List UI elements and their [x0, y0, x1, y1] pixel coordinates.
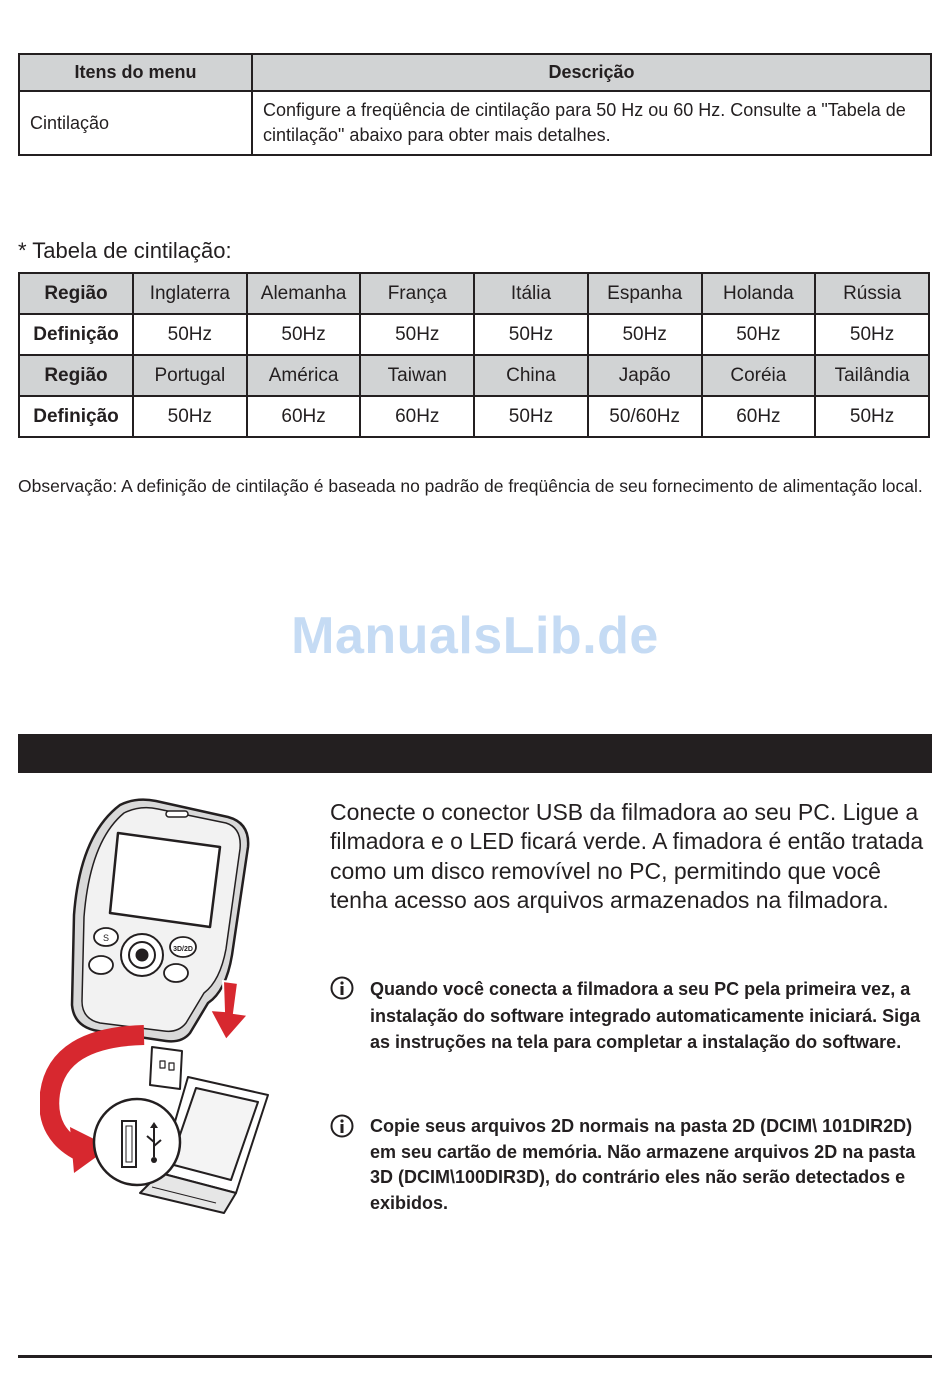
region-cell: Portugal: [133, 355, 247, 396]
setting-label: Definição: [19, 314, 133, 355]
region-cell: Alemanha: [247, 273, 361, 314]
region-cell: Tailândia: [815, 355, 929, 396]
setting-row-2: [19, 396, 929, 437]
region-cell: Taiwan: [360, 355, 474, 396]
flicker-table-heading: * Tabela de cintilação:: [18, 238, 232, 263]
region-cell: China: [474, 355, 588, 396]
setting-cell: 50Hz: [474, 314, 588, 355]
description-header: Descrição: [252, 54, 931, 91]
region-cell: Espanha: [588, 273, 702, 314]
setting-cell: 50Hz: [588, 314, 702, 355]
setting-cell: 60Hz: [360, 396, 474, 437]
flicker-note: Observação: A definição de cintilação é baseada no padrão de freqüência de seu fornecimento de alimentação local.: [18, 476, 923, 496]
setting-label: Definição: [19, 396, 133, 437]
setting-cell: 50Hz: [702, 314, 816, 355]
description-cell: Configure a freqüência de cintilação para 50 Hz ou 60 Hz. Consulte a "Tabela de cintilação" abaixo para obter mais detalhes.: [252, 91, 931, 155]
setting-cell: 50Hz: [133, 396, 247, 437]
region-label: Região: [19, 355, 133, 396]
setting-cell: 50Hz: [815, 314, 929, 355]
region-cell: Japão: [588, 355, 702, 396]
info-icon: [330, 1114, 354, 1138]
menu-item-cell: Cintilação: [19, 91, 252, 155]
region-cell: Holanda: [702, 273, 816, 314]
setting-cell: 50/60Hz: [588, 396, 702, 437]
setting-cell: 50Hz: [247, 314, 361, 355]
button-s-label: S: [102, 933, 110, 943]
section-title-bar: [18, 734, 932, 773]
usb-intro-text: Conecte o conector USB da filmadora ao seu PC. Ligue a filmadora e o LED ficará verde. A fimadora é então tratada como um disco removível no PC, permitindo que você tenha acesso aos arquivos armazenados na filmadora.: [330, 799, 924, 913]
menu-items-header: Itens do menu: [19, 54, 252, 91]
setting-cell: 50Hz: [133, 314, 247, 355]
tip-text: Quando você conecta a filmadora a seu PC pela primeira vez, a instalação do software integrado automaticamente iniciará. Siga as instruções na tela para completar a instalação do software.: [370, 979, 921, 1052]
region-cell: França: [360, 273, 474, 314]
setting-row-1: [19, 314, 929, 355]
region-cell: Itália: [474, 273, 588, 314]
region-cell: Coréia: [702, 355, 816, 396]
watermark: ManualsLib.de: [291, 607, 659, 665]
bottom-divider: [18, 1355, 932, 1358]
menu-table-header-row: [19, 54, 931, 91]
setting-cell: 50Hz: [474, 396, 588, 437]
setting-cell: 50Hz: [815, 396, 929, 437]
setting-cell: 60Hz: [247, 396, 361, 437]
tip-text: Copie seus arquivos 2D normais na pasta 2D (DCIM\ 101DIR2D) em seu cartão de memória. Não armazene arquivos 2D na pasta 3D (DCIM\100DIR3D), do contrário eles não serão detectados e exibidos.: [370, 1116, 916, 1213]
table-row: [19, 91, 931, 155]
info-icon: [330, 976, 354, 1000]
region-label: Região: [19, 273, 133, 314]
camcorder-usb-laptop-illustration: [40, 795, 280, 1220]
region-cell: América: [247, 355, 361, 396]
menu-items-table: [18, 53, 932, 156]
button-3d-label: 3D/2D: [173, 946, 193, 953]
region-row-2: [19, 355, 929, 396]
region-row-1: [19, 273, 929, 314]
setting-cell: 60Hz: [702, 396, 816, 437]
region-cell: Rússia: [815, 273, 929, 314]
region-cell: Inglaterra: [133, 273, 247, 314]
setting-cell: 50Hz: [360, 314, 474, 355]
flicker-table: [18, 272, 930, 438]
